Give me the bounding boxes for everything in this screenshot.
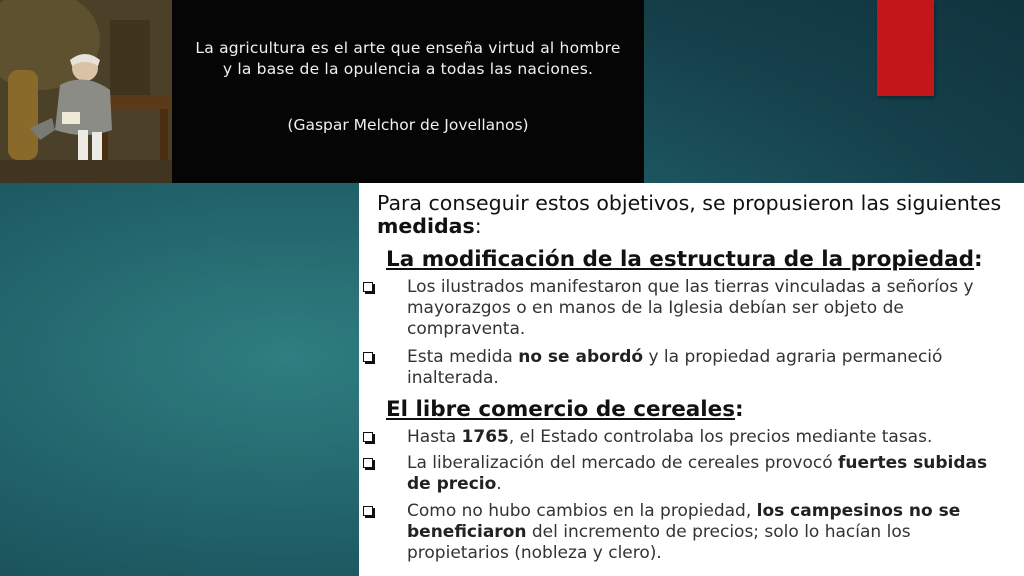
checkbox-square-icon [363, 506, 373, 516]
list-item: Los ilustrados manifestaron que las tierras vinculadas a señoríos y mayorazgos o en manos de la Iglesia debían ser objeto de compraventa. [363, 277, 1013, 340]
section-heading-cereals: El libre comercio de cereales: [386, 397, 744, 422]
list-item: Esta medida no se abordó y la propiedad agraria permaneció inalterada. [363, 347, 1013, 389]
list-item: La liberalización del mercado de cereales provocó fuertes subidas de precio. [363, 453, 1013, 495]
checkbox-square-icon [363, 282, 373, 292]
content-panel [359, 183, 1024, 576]
red-accent-bar [877, 0, 934, 96]
section-heading-property: La modificación de la estructura de la propiedad: [386, 247, 983, 272]
intro-text: Para conseguir estos objetivos, se propusieron las siguientes medidas: [377, 191, 1002, 238]
checkbox-square-icon [363, 458, 373, 468]
quote-author: (Gaspar Melchor de Jovellanos) [287, 116, 529, 134]
quote-box [172, 0, 644, 183]
checkbox-square-icon [363, 352, 373, 362]
checkbox-square-icon [363, 432, 373, 442]
list-item: Hasta 1765, el Estado controlaba los precios mediante tasas. [363, 427, 1013, 448]
list-item: Como no hubo cambios en la propiedad, los campesinos no se beneficiaron del incremento de precios; solo lo hacían los propietarios (nobleza y clero). [363, 501, 1013, 564]
portrait-painting-icon [0, 0, 172, 183]
quote-text: La agricultura es el arte que enseña virtud al hombre y la base de la opulencia a todas las naciones. [195, 39, 621, 78]
